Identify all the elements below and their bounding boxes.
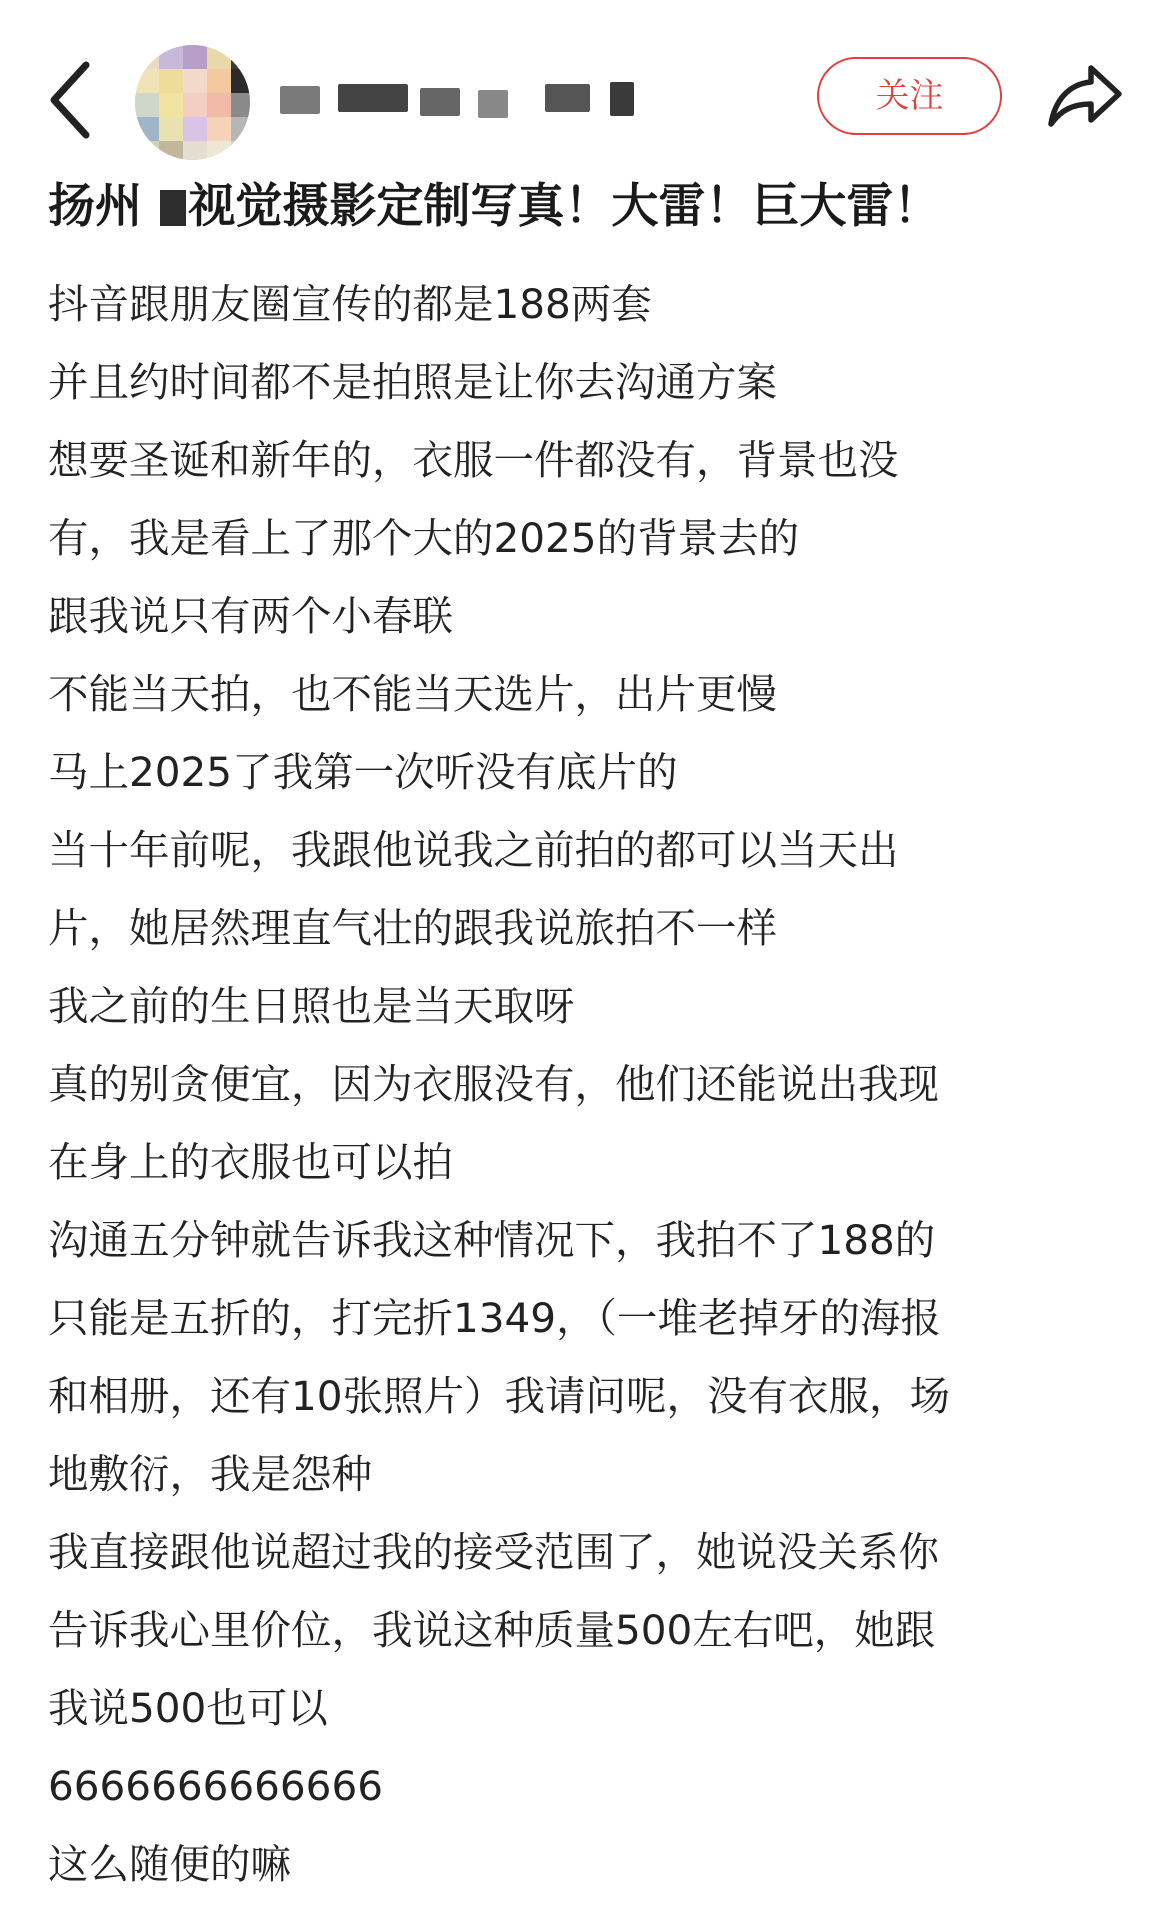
post-body-line: 并且约时间都不是拍照是让你去沟通方案 bbox=[48, 358, 777, 406]
post-body-line: 不能当天拍，也不能当天选片，出片更慢 bbox=[48, 670, 777, 718]
post-title bbox=[48, 176, 1148, 238]
post-body-line: 当十年前呢，我跟他说我之前拍的都可以当天出 bbox=[48, 826, 899, 874]
back-button[interactable] bbox=[40, 55, 110, 145]
post-body-line: 在身上的衣服也可以拍 bbox=[48, 1138, 453, 1186]
share-arrow-icon bbox=[1045, 60, 1125, 132]
follow-button[interactable]: 关注 bbox=[817, 57, 1002, 135]
chevron-left-icon bbox=[40, 55, 110, 145]
post-body-line: 我之前的生日照也是当天取呀 bbox=[48, 982, 575, 1030]
post-body-line: 只能是五折的，打完折1349，（一堆老掉牙的海报 bbox=[48, 1294, 941, 1342]
avatar[interactable] bbox=[135, 45, 250, 160]
post-body-line: 沟通五分钟就告诉我这种情况下，我拍不了188的 bbox=[48, 1216, 936, 1264]
post-body-line: 跟我说只有两个小春联 bbox=[48, 592, 453, 640]
post-body-line: 真的别贪便宜，因为衣服没有，他们还能说出我现 bbox=[48, 1060, 939, 1108]
share-button[interactable] bbox=[1045, 60, 1125, 132]
post-body-line: 地敷衍，我是怨种 bbox=[48, 1450, 372, 1498]
post-body-line: 和相册，还有10张照片）我请问呢，没有衣服，场 bbox=[48, 1372, 951, 1420]
redaction-mark bbox=[160, 190, 186, 226]
post-title-prefix: 扬州 bbox=[48, 179, 142, 234]
post-body-line: 这么随便的嘛 bbox=[48, 1840, 291, 1888]
username-redacted[interactable] bbox=[280, 80, 640, 120]
post-body-line: 抖音跟朋友圈宣传的都是188两套 bbox=[48, 280, 652, 328]
post-body-line: 6666666666666 bbox=[48, 1762, 383, 1810]
post-body-line: 告诉我心里价位，我说这种质量500左右吧，她跟 bbox=[48, 1606, 936, 1654]
post-body-line: 我直接跟他说超过我的接受范围了，她说没关系你 bbox=[48, 1528, 939, 1576]
post-body bbox=[48, 265, 1138, 1903]
post-body-line: 有，我是看上了那个大的2025的背景去的 bbox=[48, 514, 800, 562]
post-header bbox=[0, 0, 1170, 170]
post-body-line: 片，她居然理直气壮的跟我说旅拍不一样 bbox=[48, 904, 777, 952]
post-body-line: 马上2025了我第一次听没有底片的 bbox=[48, 748, 678, 796]
post-body-line: 想要圣诞和新年的，衣服一件都没有，背景也没 bbox=[48, 436, 899, 484]
post-body-line: 我说500也可以 bbox=[48, 1684, 328, 1732]
post-title-rest: 视觉摄影定制写真！大雷！巨大雷！ bbox=[188, 179, 941, 234]
